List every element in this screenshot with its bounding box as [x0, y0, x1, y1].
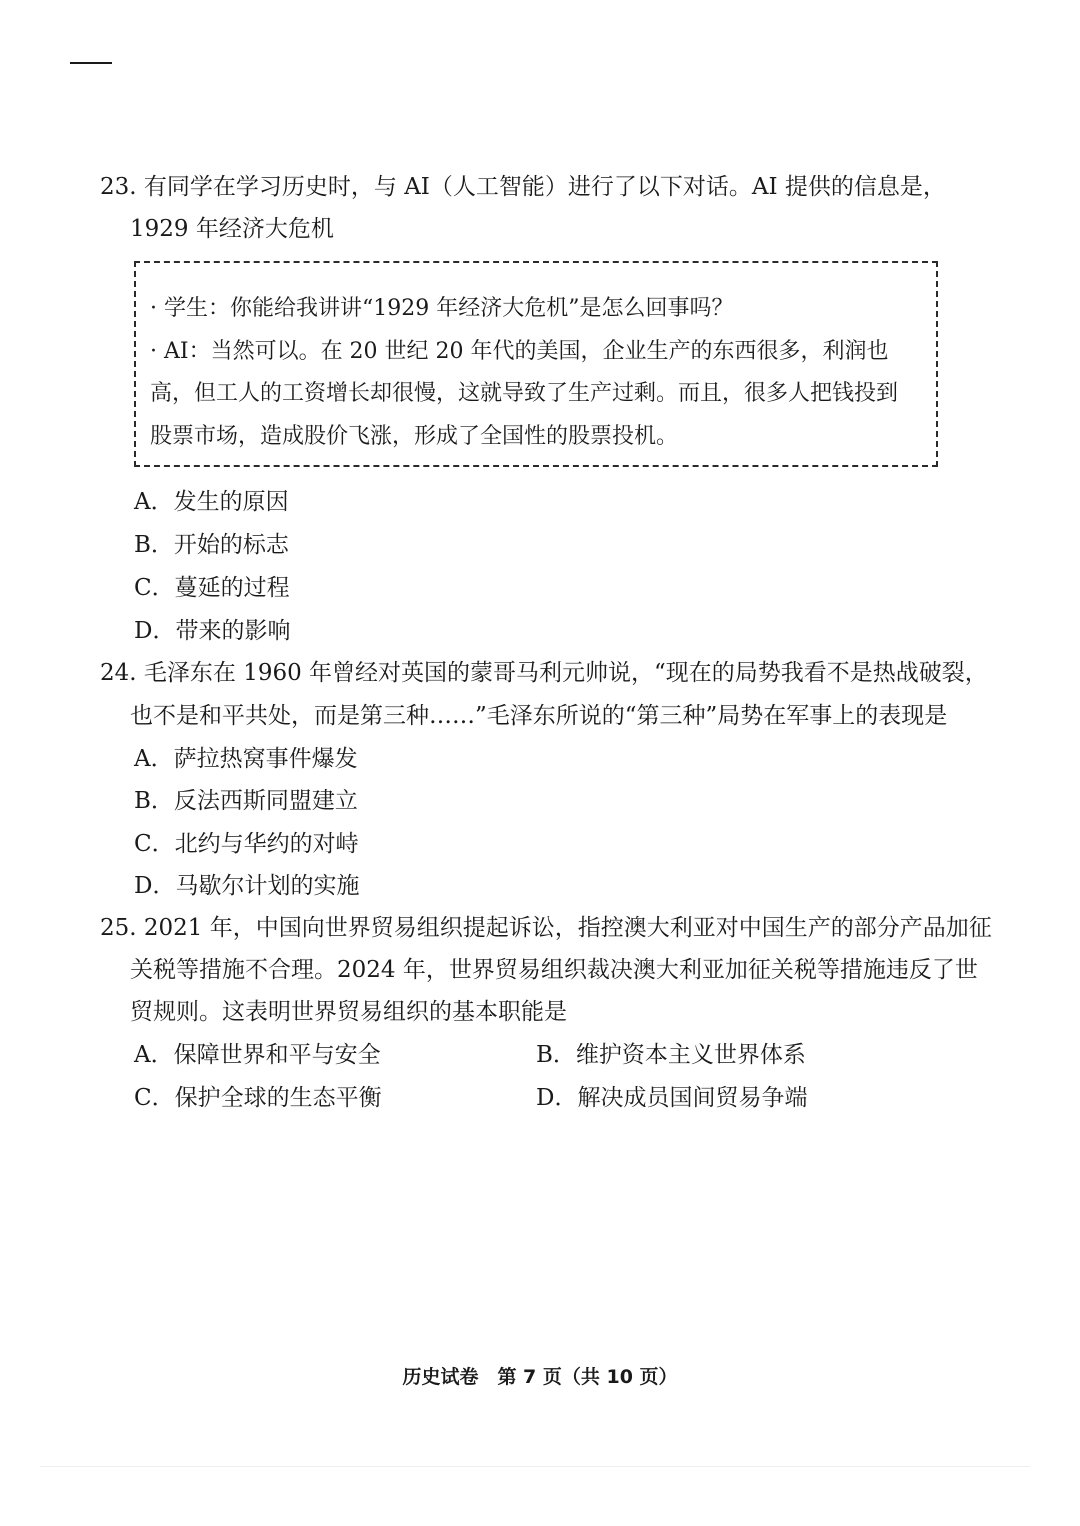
q25-stem-line2: 关税等措施不合理。2024 年，世界贸易组织裁决澳大利亚加征关税等措施违反了世: [130, 957, 978, 983]
q23-option-c: C．蔓延的过程: [134, 575, 290, 601]
q24-stem-line1: 24. 毛泽东在 1960 年曾经对英国的蒙哥马利元帅说，“现在的局势我看不是热战破裂，: [100, 660, 988, 686]
q24-option-b: B．反法西斯同盟建立: [134, 788, 358, 814]
q25-option-b: B．维护资本主义世界体系: [536, 1042, 806, 1068]
q24-option-a: A．萨拉热窝事件爆发: [134, 746, 358, 772]
dialog-ai-line2: 高，但工人的工资增长却很慢，这就导致了生产过剩。而且，很多人把钱投到: [150, 381, 899, 406]
corner-mark: [70, 62, 112, 64]
q25-option-d: D．解决成员国间贸易争端: [536, 1085, 808, 1111]
q23-stem-line1: 23. 有同学在学习历史时，与 AI（人工智能）进行了以下对话。AI 提供的信息是，: [100, 174, 946, 200]
q23-option-d: D．带来的影响: [134, 618, 291, 644]
q23-option-a: A．发生的原因: [134, 489, 289, 515]
q24-stem-line2: 也不是和平共处，而是第三种……”毛泽东所说的“第三种”局势在军事上的表现是: [130, 703, 948, 729]
q25-option-c: C．保护全球的生态平衡: [134, 1085, 382, 1111]
q25-option-a: A．保障世界和平与安全: [134, 1042, 381, 1068]
q24-option-c: C．北约与华约的对峙: [134, 831, 359, 857]
page-footer: 历史试卷 第 7 页（共 10 页）: [402, 1366, 678, 1388]
dialog-ai-line1: · AI：当然可以。在 20 世纪 20 年代的美国，企业生产的东西很多，利润也: [150, 339, 889, 364]
q23-stem-line2: 1929 年经济大危机: [130, 216, 334, 242]
q25-stem-line3: 贸规则。这表明世界贸易组织的基本职能是: [130, 999, 567, 1025]
scan-edge-line: [40, 1466, 1030, 1467]
dialog-student: · 学生：你能给我讲讲“1929 年经济大危机”是怎么回事吗？: [150, 296, 734, 321]
dialog-ai-line3: 股票市场，造成股价飞涨，形成了全国性的股票投机。: [150, 424, 679, 449]
q25-stem-line1: 25. 2021 年，中国向世界贸易组织提起诉讼，指控澳大利亚对中国生产的部分产品加征: [100, 915, 992, 941]
q24-option-d: D．马歇尔计划的实施: [134, 873, 360, 899]
q23-option-b: B．开始的标志: [134, 532, 289, 558]
